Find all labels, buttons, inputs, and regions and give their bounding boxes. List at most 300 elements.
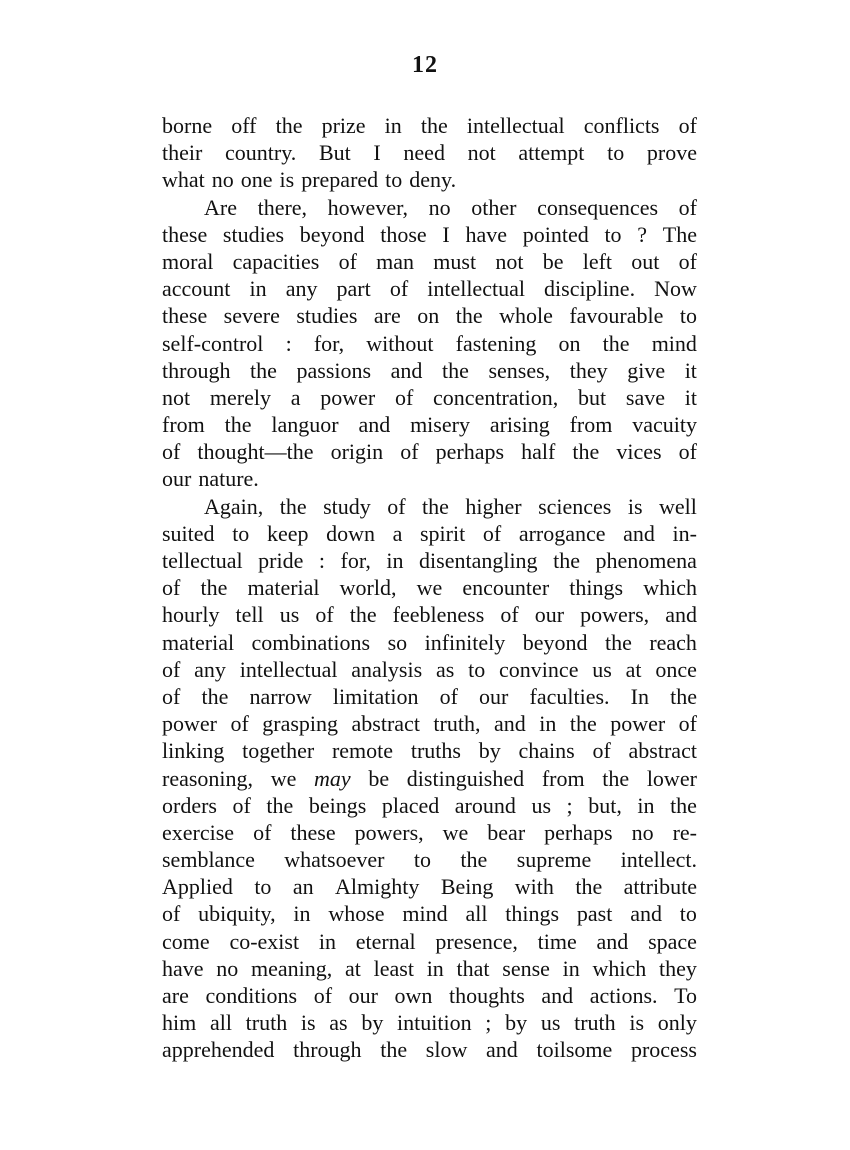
word: reasoning, xyxy=(162,765,254,791)
word: faculties. xyxy=(529,683,610,709)
word: not xyxy=(467,140,496,166)
word: own xyxy=(394,983,433,1008)
word: things xyxy=(569,575,624,601)
word: the xyxy=(200,575,228,601)
word: pride xyxy=(258,548,304,573)
word: in xyxy=(562,955,580,981)
word: the xyxy=(201,683,229,709)
word: intuition xyxy=(397,1010,472,1036)
word: left xyxy=(582,248,613,274)
word: around xyxy=(454,792,516,818)
word: vices xyxy=(616,439,662,465)
word: the xyxy=(670,792,697,818)
text-line xyxy=(162,465,697,492)
word: presence, xyxy=(435,928,518,954)
word: from xyxy=(569,412,613,438)
word: these xyxy=(290,819,336,845)
word: no xyxy=(216,955,239,981)
word: world, xyxy=(339,575,397,601)
word: truths xyxy=(410,738,461,764)
word: one xyxy=(240,167,273,193)
word: reach xyxy=(649,629,697,655)
word: of xyxy=(678,113,697,138)
word: orders xyxy=(162,792,217,818)
word: prove xyxy=(646,140,697,166)
word: are xyxy=(373,303,401,329)
word: and xyxy=(541,983,574,1008)
word: half xyxy=(521,439,556,465)
word: slow xyxy=(425,1037,468,1063)
text-line xyxy=(162,302,697,329)
word: which xyxy=(592,955,647,981)
word: truth, xyxy=(433,711,481,737)
word: with xyxy=(514,874,554,900)
word: of xyxy=(387,493,406,519)
word: once xyxy=(655,656,697,682)
word: by xyxy=(361,1010,384,1036)
text-line xyxy=(162,275,697,302)
word: intellectual xyxy=(466,113,565,138)
word: the xyxy=(275,113,303,138)
word: in xyxy=(386,548,404,573)
word: eternal xyxy=(355,928,416,954)
word: other xyxy=(471,194,517,220)
word: of xyxy=(678,248,697,274)
word: to xyxy=(679,303,697,329)
word: favourable xyxy=(569,303,664,329)
word: to xyxy=(232,520,250,546)
word: attribute xyxy=(623,874,697,900)
text-line xyxy=(162,982,697,1009)
text-line xyxy=(162,166,697,193)
word: moral xyxy=(162,248,214,274)
word: languor xyxy=(271,412,339,438)
word: but xyxy=(578,384,607,410)
word: in xyxy=(249,276,267,302)
word: narrow xyxy=(249,683,312,709)
word: the xyxy=(266,792,294,818)
word: consequences xyxy=(537,194,659,220)
word: the xyxy=(602,330,630,356)
word: nature. xyxy=(198,466,259,492)
word: but, xyxy=(588,792,622,818)
word: of xyxy=(315,602,334,628)
word: meaning, xyxy=(251,955,333,981)
word: misery xyxy=(410,412,470,438)
word: mind xyxy=(651,330,697,356)
word: the xyxy=(569,711,597,737)
word: the xyxy=(553,548,580,573)
text-line xyxy=(162,792,697,819)
text-line xyxy=(162,629,697,656)
word: the xyxy=(349,602,377,628)
word: from xyxy=(541,765,585,791)
word: only xyxy=(657,1010,697,1036)
word: thoughts xyxy=(448,983,525,1008)
word: an xyxy=(292,874,314,900)
text-line xyxy=(162,846,697,873)
text-line xyxy=(162,411,697,438)
text-line xyxy=(162,357,697,384)
word: remote xyxy=(331,738,394,764)
word: merely xyxy=(209,384,271,410)
word: ? xyxy=(637,221,648,247)
text-line xyxy=(162,900,697,927)
word: in xyxy=(426,955,444,981)
word: tellectual xyxy=(162,548,243,573)
word: sciences xyxy=(538,493,612,519)
word: co-exist xyxy=(229,928,300,954)
word: whatsoever xyxy=(284,847,385,873)
word: and xyxy=(493,711,526,737)
word: of xyxy=(400,439,419,465)
word: the xyxy=(602,765,630,791)
word: at xyxy=(625,656,642,682)
word: is xyxy=(629,1010,645,1036)
word: power xyxy=(162,711,217,737)
word: of xyxy=(338,248,357,274)
word: things xyxy=(505,901,560,927)
word: exercise xyxy=(162,819,235,845)
word: all xyxy=(209,1010,232,1036)
word: whole xyxy=(499,303,553,329)
word: abstract xyxy=(628,738,697,764)
word: through xyxy=(162,357,231,383)
text-line xyxy=(162,601,697,628)
word: in xyxy=(637,792,655,818)
text-line xyxy=(162,955,697,982)
word: linking xyxy=(162,738,225,764)
word: of xyxy=(592,738,611,764)
word: mind xyxy=(402,901,448,927)
word: bear xyxy=(487,819,526,845)
word: of xyxy=(162,575,181,601)
word: to xyxy=(413,847,431,873)
word: to xyxy=(679,901,697,927)
word: by xyxy=(478,738,501,764)
page-number: 12 xyxy=(412,52,438,78)
text-line xyxy=(162,547,697,574)
word: power xyxy=(320,384,376,410)
word: the xyxy=(670,683,697,709)
word: lower xyxy=(646,765,697,791)
word: powers, xyxy=(354,819,424,845)
word: concentration, xyxy=(433,384,559,410)
text-line xyxy=(162,194,697,221)
word: is xyxy=(627,493,643,519)
word: these xyxy=(162,221,208,247)
word: analysis xyxy=(351,656,423,682)
word: chains xyxy=(518,738,575,764)
word: attempt xyxy=(518,140,585,166)
word: they xyxy=(569,357,608,383)
word: and xyxy=(390,357,423,383)
word: to xyxy=(604,221,622,247)
word: for, xyxy=(340,548,371,573)
word: their xyxy=(162,140,203,166)
word: intellectual xyxy=(427,276,525,302)
word: the xyxy=(572,439,600,465)
word: suited xyxy=(162,520,215,546)
word: sense xyxy=(502,955,550,981)
word: thought—the xyxy=(197,439,314,465)
word: of xyxy=(162,901,181,927)
word: all xyxy=(465,901,488,927)
word: of xyxy=(678,439,697,465)
word: apprehended xyxy=(162,1037,275,1063)
word: we xyxy=(416,575,443,601)
word: and xyxy=(596,928,629,954)
word: placed xyxy=(381,792,440,818)
text-line xyxy=(162,438,697,465)
word: senses, xyxy=(488,357,551,383)
word: whose xyxy=(328,901,385,927)
word: arising xyxy=(489,412,550,438)
word: deny. xyxy=(409,167,457,193)
word: on xyxy=(417,303,440,329)
word: to xyxy=(468,656,486,682)
word: supreme xyxy=(516,847,592,873)
word: on xyxy=(558,330,581,356)
word: of xyxy=(482,520,502,546)
word: higher xyxy=(465,493,522,519)
word: well xyxy=(659,493,697,519)
text-line xyxy=(162,819,697,846)
word: account xyxy=(162,276,231,302)
word: limitation xyxy=(332,683,419,709)
word: a xyxy=(290,384,301,410)
word: of xyxy=(500,602,519,628)
word: in xyxy=(384,113,402,138)
word: borne xyxy=(162,113,213,138)
word: out xyxy=(631,248,660,274)
word: us xyxy=(540,1010,561,1036)
word: not xyxy=(495,248,524,274)
word: Are xyxy=(204,194,237,220)
text-line xyxy=(162,1036,697,1063)
text-line xyxy=(162,873,697,900)
word: from xyxy=(162,412,205,438)
word: self-control xyxy=(162,330,264,356)
body-text xyxy=(162,112,697,1064)
word: in xyxy=(293,901,311,927)
word: studies xyxy=(222,221,285,247)
text-line xyxy=(162,765,697,792)
word: least xyxy=(373,955,414,981)
text-line xyxy=(162,520,697,547)
word: the xyxy=(279,493,307,519)
word: come xyxy=(162,928,210,954)
word: be xyxy=(368,765,390,791)
word: us xyxy=(531,792,551,818)
word: may xyxy=(314,765,351,791)
text-line xyxy=(162,330,697,357)
word: the xyxy=(460,847,488,873)
word: they xyxy=(659,955,697,981)
word: part xyxy=(336,276,371,302)
word: us xyxy=(592,656,612,682)
word: him xyxy=(162,1010,197,1036)
word: material xyxy=(162,629,235,655)
word: passions xyxy=(296,357,372,383)
word: power xyxy=(610,711,666,737)
word: is xyxy=(279,167,295,193)
word: what xyxy=(162,167,205,193)
word: prize xyxy=(321,113,366,138)
word: of xyxy=(162,656,181,682)
word: process xyxy=(630,1037,697,1063)
word: disentangling xyxy=(419,548,538,573)
word: spirit xyxy=(420,520,466,546)
word: encounter xyxy=(462,575,550,601)
word: But xyxy=(318,140,351,166)
text-line xyxy=(162,248,697,275)
word: we xyxy=(442,819,469,845)
word: keep xyxy=(266,520,309,546)
word: in xyxy=(318,928,336,954)
word: the xyxy=(455,303,483,329)
word: studies xyxy=(296,303,358,329)
word: to xyxy=(385,167,403,193)
word: the xyxy=(441,357,469,383)
word: together xyxy=(242,738,315,764)
word: pointed xyxy=(522,221,589,247)
word: these xyxy=(162,303,208,329)
word: the xyxy=(380,1037,408,1063)
word: country. xyxy=(225,140,297,166)
word: off xyxy=(231,113,257,138)
word: of xyxy=(230,711,249,737)
word: ; xyxy=(485,1010,492,1036)
word: as xyxy=(329,1010,348,1036)
word: time xyxy=(537,928,577,954)
word: perhaps xyxy=(435,439,505,465)
word: in xyxy=(539,711,557,737)
word: grasping xyxy=(262,711,339,737)
word: of xyxy=(678,711,697,737)
word: I xyxy=(442,221,450,247)
word: of xyxy=(232,792,251,818)
text-line xyxy=(162,1009,697,1036)
word: past xyxy=(576,901,613,927)
word: no xyxy=(428,194,451,220)
text-line xyxy=(162,112,697,139)
word: capacities xyxy=(232,248,320,274)
text-line xyxy=(162,574,697,601)
word: to xyxy=(254,874,272,900)
word: at xyxy=(345,955,361,981)
word: phenomena xyxy=(595,548,697,573)
word: down xyxy=(326,520,375,546)
text-line xyxy=(162,928,697,955)
word: man xyxy=(376,248,415,274)
word: the xyxy=(224,412,252,438)
word: Again, xyxy=(204,493,264,519)
word: and xyxy=(486,1037,518,1063)
word: ; xyxy=(566,792,573,818)
word: however, xyxy=(327,194,409,220)
word: Being xyxy=(440,874,494,900)
word: the xyxy=(422,493,449,519)
word: no xyxy=(211,167,234,193)
word: save xyxy=(625,384,665,410)
word: severe xyxy=(223,303,280,329)
word: re- xyxy=(672,819,697,845)
word: intellectual xyxy=(239,656,338,682)
word: our xyxy=(534,602,565,628)
word: are xyxy=(162,983,189,1008)
word: beyond xyxy=(522,629,588,655)
word: our xyxy=(479,683,509,709)
word: of xyxy=(678,194,697,220)
word: that xyxy=(456,955,490,981)
word: fastening xyxy=(455,330,537,356)
text-line xyxy=(162,656,697,683)
word: it xyxy=(684,384,697,410)
word: have xyxy=(465,221,507,247)
word: as xyxy=(435,656,455,682)
word: Applied xyxy=(162,874,233,900)
word: the xyxy=(575,874,603,900)
word: by xyxy=(505,1010,528,1036)
word: combinations xyxy=(251,629,371,655)
word: without xyxy=(366,330,434,356)
word: I xyxy=(373,140,381,166)
word: feebleness xyxy=(392,602,485,628)
word: : xyxy=(318,548,326,573)
word: Almighty xyxy=(335,874,420,900)
word: the xyxy=(604,629,632,655)
word: must xyxy=(433,248,477,274)
word: prepared xyxy=(301,167,379,193)
word: hourly xyxy=(162,602,220,628)
word: discipline. xyxy=(544,276,636,302)
word: perhaps xyxy=(544,819,613,845)
word: : xyxy=(285,330,292,356)
word: is xyxy=(300,1010,316,1036)
word: vacuity xyxy=(632,412,697,438)
word: truth xyxy=(245,1010,288,1036)
word: of xyxy=(313,983,333,1008)
word: study xyxy=(323,493,371,519)
word: have xyxy=(162,955,204,981)
word: of xyxy=(389,276,409,302)
word: and xyxy=(623,520,655,546)
word: tell xyxy=(235,602,264,628)
word: The xyxy=(662,221,697,247)
text-line xyxy=(162,710,697,737)
word: not xyxy=(162,384,191,410)
word: for, xyxy=(313,330,345,356)
word: abstract xyxy=(351,711,420,737)
word: ubiquity, xyxy=(198,901,276,927)
word: convince xyxy=(499,656,579,682)
word: be xyxy=(542,248,564,274)
word: we xyxy=(270,765,297,791)
word: of xyxy=(162,439,181,465)
word: us xyxy=(279,602,300,628)
word: need xyxy=(403,140,445,166)
word: beyond xyxy=(299,221,365,247)
word: to xyxy=(607,140,625,166)
word: toilsome xyxy=(536,1037,613,1063)
word: distinguished xyxy=(406,765,525,791)
word: and xyxy=(358,412,391,438)
word: no xyxy=(631,819,654,845)
word: and xyxy=(665,602,697,628)
word: in- xyxy=(672,520,697,546)
word: actions. xyxy=(589,983,658,1008)
